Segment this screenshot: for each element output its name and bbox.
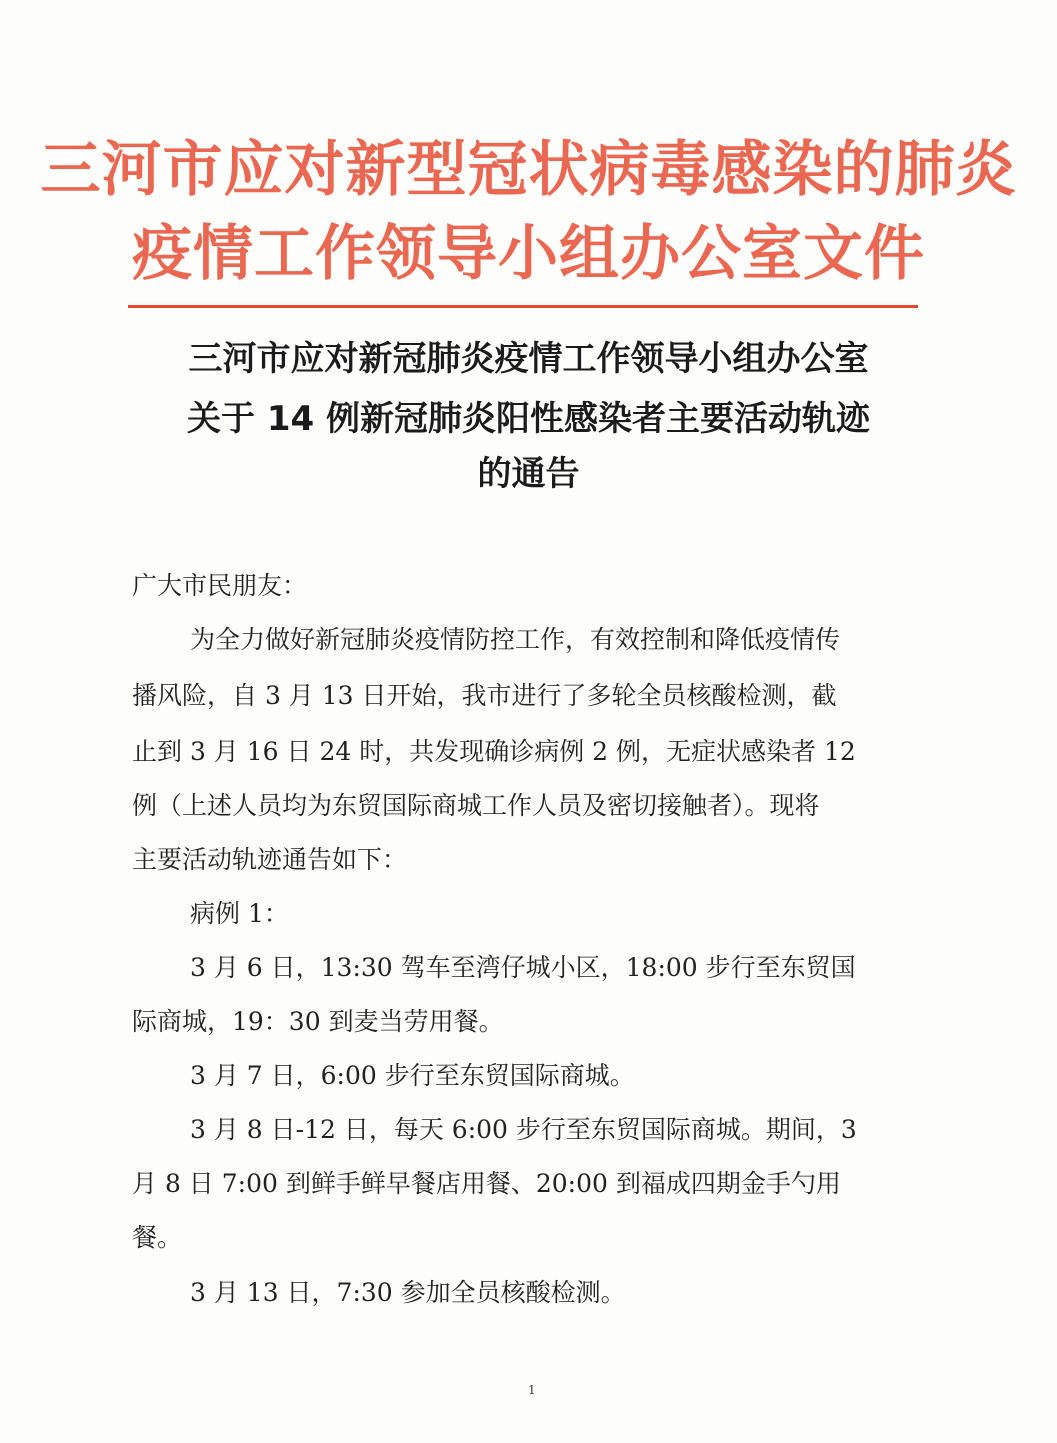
paragraph-1-line-3: 止到 3 月 16 日 24 时，共发现确诊病例 2 例，无症状感染者 12	[132, 737, 856, 766]
document-header-line-2: 疫情工作领导小组办公室文件	[132, 219, 925, 289]
paragraph-1-line-2: 播风险，自 3 月 13 日开始，我市进行了多轮全员核酸检测，截	[132, 681, 837, 710]
page-number: 1	[528, 1383, 536, 1397]
entry-3-line-2: 月 8 日 7:00 到鲜手鲜早餐店用餐、20:00 到福成四期金手勺用	[132, 1169, 841, 1198]
paragraph-1-line-5: 主要活动轨迹通告如下：	[132, 845, 408, 874]
paragraph-1-line-4: 例（上述人员均为东贸国际商城工作人员及密切接触者）。现将	[132, 791, 820, 820]
entry-3-line-1: 3 月 8 日-12 日，每天 6:00 步行至东贸国际商城。期间，3	[190, 1115, 857, 1144]
notice-title-line-2: 关于 14 例新冠肺炎阳性感染者主要活动轨迹	[187, 399, 870, 439]
notice-title-line-1: 三河市应对新冠肺炎疫情工作领导小组办公室	[188, 339, 869, 379]
case-label: 病例 1：	[190, 899, 289, 928]
document-header-line-1: 三河市应对新型冠状病毒感染的肺炎	[40, 135, 1017, 205]
entry-1-line-1: 3 月 6 日，13:30 驾车至湾仔城小区，18:00 步行至东贸国	[190, 953, 856, 982]
entry-1-line-2: 际商城，19：30 到麦当劳用餐。	[132, 1007, 504, 1036]
entry-2-line-1: 3 月 7 日，6:00 步行至东贸国际商城。	[190, 1061, 635, 1090]
entry-3-line-3: 餐。	[132, 1223, 183, 1252]
salutation: 广大市民朋友：	[132, 571, 308, 600]
header-divider	[128, 305, 918, 308]
entry-4-line-1: 3 月 13 日，7:30 参加全员核酸检测。	[190, 1278, 626, 1307]
paragraph-1-line-1: 为全力做好新冠肺炎疫情防控工作，有效控制和降低疫情传	[190, 625, 841, 654]
notice-title-line-3: 的通告	[477, 454, 580, 494]
